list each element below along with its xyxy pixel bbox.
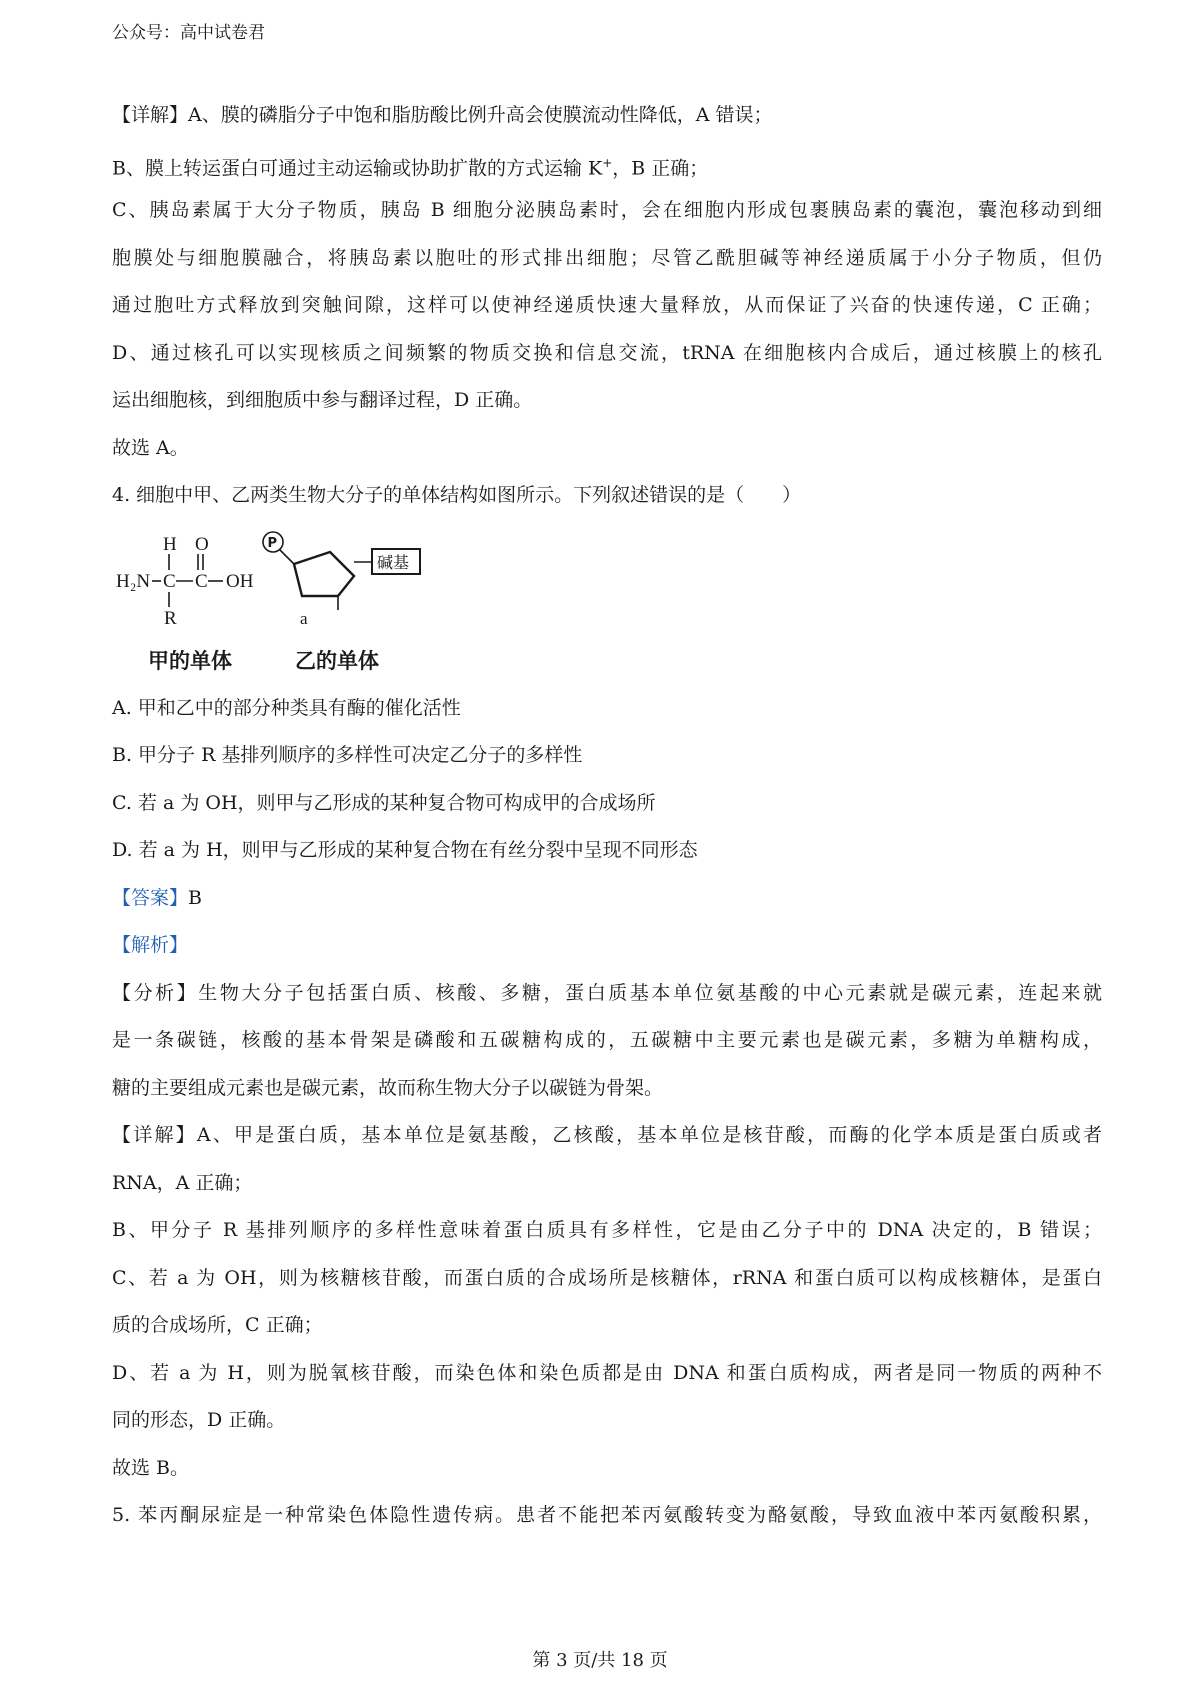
carboxyl-carbon-label: C bbox=[195, 570, 208, 592]
analysis-tag: 【解析】 bbox=[112, 934, 189, 956]
oh-label: OH bbox=[226, 570, 254, 592]
conclusion-q4: 故选 B。 bbox=[112, 1456, 190, 1479]
detail-q3-c1: C、胰岛素属于大分子物质，胰岛 B 细胞分泌胰岛素时，会在细胞内形成包裹胰岛素的囊泡，囊泡移动到细 bbox=[112, 199, 1102, 221]
base-label: 碱基 bbox=[377, 552, 410, 572]
analysis-line3: 糖的主要组成元素也是碳元素，故而称生物大分子以碳链为骨架。 bbox=[112, 1076, 664, 1099]
detail-a-line1: 【详解】A、甲是蛋白质，基本单位是氨基酸，乙核酸，基本单位是核苷酸，而酶的化学本质是蛋白质或者 bbox=[112, 1124, 1102, 1146]
option-c: C. 若 a 为 OH，则甲与乙形成的某种复合物可构成甲的合成场所 bbox=[112, 791, 656, 814]
detail-q3-d2: 运出细胞核，到细胞质中参与翻译过程，D 正确。 bbox=[112, 389, 533, 411]
page-content bbox=[112, 92, 1102, 1540]
detail-d-line1: D、若 a 为 H，则为脱氧核苷酸，而染色体和染色质都是由 DNA 和蛋白质构成，两者是同一物质的两种不 bbox=[112, 1361, 1102, 1384]
answer-line bbox=[112, 875, 1102, 923]
r-group-label: R bbox=[164, 607, 177, 629]
detail-d-line2: 同的形态，D 正确。 bbox=[112, 1409, 286, 1431]
detail-a-line2: RNA，A 正确； bbox=[112, 1171, 253, 1194]
pentose-ring bbox=[294, 552, 354, 596]
phosphate-label: P bbox=[267, 535, 278, 551]
detail-q3-b bbox=[112, 140, 1102, 188]
option-a: A. 甲和乙中的部分种类具有酶的催化活性 bbox=[112, 696, 461, 719]
detail-q3-b-end: ，B 正确； bbox=[612, 156, 709, 179]
option-d: D. 若 a 为 H，则甲与乙形成的某种复合物在有丝分裂中呈现不同形态 bbox=[112, 839, 698, 861]
h-top-label: H bbox=[163, 533, 177, 555]
h2n-label: H₂N bbox=[116, 570, 151, 592]
detail-c-line2: 质的合成场所，C 正确； bbox=[112, 1314, 323, 1336]
conclusion-q3: 故选 A。 bbox=[112, 436, 189, 459]
phosphate-link bbox=[280, 550, 294, 564]
monomer-figure bbox=[112, 520, 1102, 685]
source-header: 公众号：高中试卷君 bbox=[112, 23, 265, 43]
a-label: a bbox=[300, 608, 308, 628]
analysis-heading bbox=[112, 922, 1102, 970]
answer-tag: 【答案】 bbox=[112, 886, 189, 909]
detail-q3-c3: 通过胞吐方式释放到突触间隙，这样可以使神经递质快速大量释放，从而保证了兴奋的快速传递，C 正确； bbox=[112, 294, 1102, 316]
option-b: B. 甲分子 R 基排列顺序的多样性可决定乙分子的多样性 bbox=[112, 744, 583, 766]
detail-c-line1: C、若 a 为 OH，则为核糖核苷酸，而蛋白质的合成场所是核糖体，rRNA 和蛋白质可以构成核糖体，是蛋白 bbox=[112, 1266, 1102, 1289]
analysis-line1: 【分析】生物大分子包括蛋白质、核酸、多糖，蛋白质基本单位氨基酸的中心元素就是碳元素，连起来就 bbox=[112, 981, 1102, 1004]
question5-stem: 5. 苯丙酮尿症是一种常染色体隐性遗传病。患者不能把苯丙氨酸转变为酪氨酸，导致血液中苯丙氨酸积累， bbox=[112, 1504, 1102, 1526]
question4-stem: 4. 细胞中甲、乙两类生物大分子的单体结构如图所示。下列叙述错误的是（ ） bbox=[112, 484, 802, 506]
answer-value: B bbox=[188, 886, 202, 909]
detail-q3-a: 【详解】A、膜的磷脂分子中饱和脂肪酸比例升高会使膜流动性降低，A 错误； bbox=[112, 104, 773, 126]
detail-q3-b-text: B、膜上转运蛋白可通过主动运输或协助扩散的方式运输 K bbox=[112, 156, 603, 179]
monomer-structure-svg bbox=[108, 524, 438, 684]
analysis-line2: 是一条碳链，核酸的基本骨架是磷酸和五碳糖构成的，五碳糖中主要元素也是碳元素，多糖为单糖构成， bbox=[112, 1029, 1102, 1051]
detail-b-line: B、甲分子 R 基排列顺序的多样性意味着蛋白质具有多样性，它是由乙分子中的 DNA 决定的，B 错误； bbox=[112, 1219, 1102, 1241]
detail-q3-d1: D、通过核孔可以实现核质之间频繁的物质交换和信息交流，tRNA 在细胞核内合成后，通过核膜上的核孔 bbox=[112, 341, 1102, 364]
o-top-label: O bbox=[195, 533, 209, 555]
potassium-charge: + bbox=[602, 155, 613, 170]
alpha-carbon-label: C bbox=[163, 570, 176, 592]
page-number: 第 3 页/共 18 页 bbox=[532, 1650, 668, 1671]
caption-right: 乙的单体 bbox=[295, 648, 379, 673]
detail-q3-c2: 胞膜处与细胞膜融合，将胰岛素以胞吐的形式排出细胞；尽管乙酰胆碱等神经递质属于小分子物质，但仍 bbox=[112, 246, 1102, 269]
caption-left: 甲的单体 bbox=[148, 648, 232, 673]
